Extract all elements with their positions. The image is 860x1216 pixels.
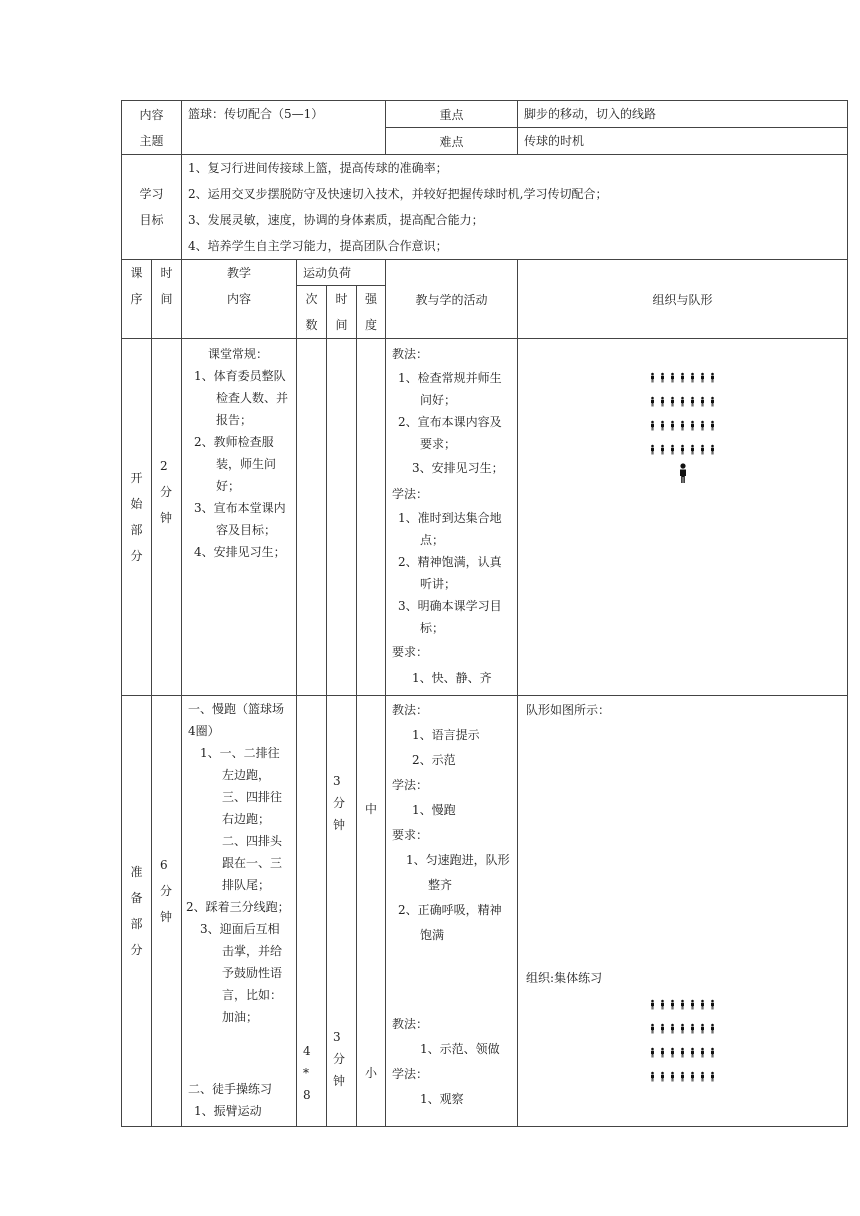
student-icon xyxy=(680,1023,685,1034)
prep-load-times: 4 * 8 xyxy=(297,696,327,1127)
student-icon xyxy=(670,444,675,455)
student-icon xyxy=(650,444,655,455)
topic-cell xyxy=(182,101,386,155)
student-icon xyxy=(690,396,695,407)
col-time-header: 时 间 xyxy=(152,260,182,339)
student-icon xyxy=(700,372,705,383)
key-point-label: 重点 xyxy=(386,101,518,128)
student-icon xyxy=(690,1023,695,1034)
student-icon xyxy=(690,1071,695,1082)
student-icon xyxy=(710,999,715,1010)
student-icon xyxy=(650,396,655,407)
objective-item: 2、运用交叉步摆脱防守及快速切入技术，并较好把握传球时机,学习传切配合； xyxy=(188,187,608,201)
student-icon xyxy=(660,372,665,383)
student-icon xyxy=(710,396,715,407)
student-icon xyxy=(690,444,695,455)
start-load-times xyxy=(297,339,327,696)
student-icon xyxy=(680,420,685,431)
formation-note: 队形如图所示： xyxy=(526,703,611,717)
lesson-plan-table xyxy=(121,100,848,1127)
student-icon xyxy=(650,1047,655,1058)
content-theme-label: 内容 主题 xyxy=(122,101,182,155)
student-icon xyxy=(680,1047,685,1058)
prep-section-content: 一、慢跑（篮球场4圈） 1、一、二排往左边跑，三、四排往右边跑；二、四排头跟在一、三排队尾； 2、踩着三分线跑； 3、迎面后互相击掌，并给予鼓励性语言，比如：加油； 二、徒手操练习 1、振臂运动 xyxy=(182,696,297,1127)
formation-row xyxy=(518,437,847,461)
student-icon xyxy=(700,1023,705,1034)
key-point-text: 脚步的移动，切入的线路 xyxy=(518,101,848,128)
start-section-formation xyxy=(518,339,848,696)
start-section-time: 2 分 钟 xyxy=(152,339,182,696)
col-intensity-header: 强 度 xyxy=(357,286,386,339)
student-icon xyxy=(680,999,685,1010)
student-icon xyxy=(690,1047,695,1058)
student-icon xyxy=(710,1047,715,1058)
start-formation-diagram xyxy=(518,339,847,483)
prep-section-formation xyxy=(518,696,848,1127)
col-content-header: 教学 内容 xyxy=(182,260,297,339)
topic-text: 篮球：传切配合（5—1） xyxy=(188,107,324,121)
objectives-list xyxy=(182,155,848,260)
student-icon xyxy=(690,372,695,383)
student-icon xyxy=(650,420,655,431)
student-icon xyxy=(660,1023,665,1034)
student-icon xyxy=(690,420,695,431)
start-section-activity: 教法： 1、检查常规并师生问好； 2、宣布本课内容及要求； 3、安排见习生； 学法： 1、准时到达集合地点； 2、精神饱满，认真听讲； 3、明确本课学习目标； 要求： 1、快、静、齐 xyxy=(386,339,518,696)
prep-load-duration: 3 分 钟 3 分 钟 xyxy=(327,696,357,1127)
student-icon xyxy=(660,999,665,1010)
student-icon xyxy=(700,444,705,455)
student-icon xyxy=(660,396,665,407)
student-icon xyxy=(670,999,675,1010)
difficulty-label: 难点 xyxy=(386,128,518,155)
student-icon xyxy=(660,1071,665,1082)
student-icon xyxy=(680,444,685,455)
prep-section-activity: 教法： 1、语言提示 2、示范 学法： 1、慢跑 要求： 1、匀速跑进，队形整齐 2、正确呼吸，精神饱满 教法： 1、示范、领做 学法： 1、观察 xyxy=(386,696,518,1127)
teacher-icon xyxy=(518,463,847,483)
formation-row xyxy=(518,413,847,437)
student-icon xyxy=(670,396,675,407)
student-icon xyxy=(690,999,695,1010)
student-icon xyxy=(700,999,705,1010)
prep-section-order: 准 备 部 分 xyxy=(122,696,152,1127)
prep-formation-diagram xyxy=(518,988,847,1088)
start-section-content: 课堂常规： 1、体育委员整队检查人数、并报告； 2、教师检查服装，师生问好； 3、宣布本堂课内容及目标； 4、安排见习生； xyxy=(182,339,297,696)
col-order-header: 课 序 xyxy=(122,260,152,339)
student-icon xyxy=(680,1071,685,1082)
student-icon xyxy=(700,1071,705,1082)
lesson-plan-document xyxy=(121,100,847,1127)
student-icon xyxy=(650,999,655,1010)
prep-section-time: 6 分 钟 xyxy=(152,696,182,1127)
formation-row xyxy=(518,1016,847,1040)
start-section-order: 开 始 部 分 xyxy=(122,339,152,696)
student-icon xyxy=(660,444,665,455)
student-icon xyxy=(680,396,685,407)
prep-load-intensity: 中 小 xyxy=(357,696,386,1127)
difficulty-text: 传球的时机 xyxy=(518,128,848,155)
formation-row xyxy=(518,365,847,389)
formation-row xyxy=(518,992,847,1016)
student-icon xyxy=(670,372,675,383)
objective-item: 4、培养学生自主学习能力，提高团队合作意识； xyxy=(188,239,448,253)
student-icon xyxy=(660,1047,665,1058)
objective-item: 1、复习行进间传接球上篮，提高传球的准确率； xyxy=(188,161,448,175)
student-icon xyxy=(670,420,675,431)
student-icon xyxy=(650,372,655,383)
student-icon xyxy=(670,1047,675,1058)
col-activity-header: 教与学的活动 xyxy=(386,260,518,339)
student-icon xyxy=(670,1023,675,1034)
col-formation-header: 组织与队形 xyxy=(518,260,848,339)
organization-note: 组织:集体练习 xyxy=(526,971,603,985)
objectives-label: 学习 目标 xyxy=(122,155,182,260)
start-load-duration xyxy=(327,339,357,696)
student-icon xyxy=(680,372,685,383)
student-icon xyxy=(700,1047,705,1058)
col-times-header: 次 数 xyxy=(297,286,327,339)
student-icon xyxy=(710,444,715,455)
student-icon xyxy=(710,1071,715,1082)
formation-row xyxy=(518,389,847,413)
col-load-header: 运动负荷 xyxy=(297,260,386,286)
student-icon xyxy=(670,1071,675,1082)
student-icon xyxy=(710,420,715,431)
student-icon xyxy=(650,1023,655,1034)
student-icon xyxy=(710,372,715,383)
start-load-intensity xyxy=(357,339,386,696)
student-icon xyxy=(710,1023,715,1034)
student-icon xyxy=(660,420,665,431)
formation-row xyxy=(518,1064,847,1088)
objective-item: 3、发展灵敏，速度，协调的身体素质，提高配合能力； xyxy=(188,213,484,227)
student-icon xyxy=(700,420,705,431)
student-icon xyxy=(700,396,705,407)
col-duration-header: 时 间 xyxy=(327,286,357,339)
formation-row xyxy=(518,1040,847,1064)
student-icon xyxy=(650,1071,655,1082)
